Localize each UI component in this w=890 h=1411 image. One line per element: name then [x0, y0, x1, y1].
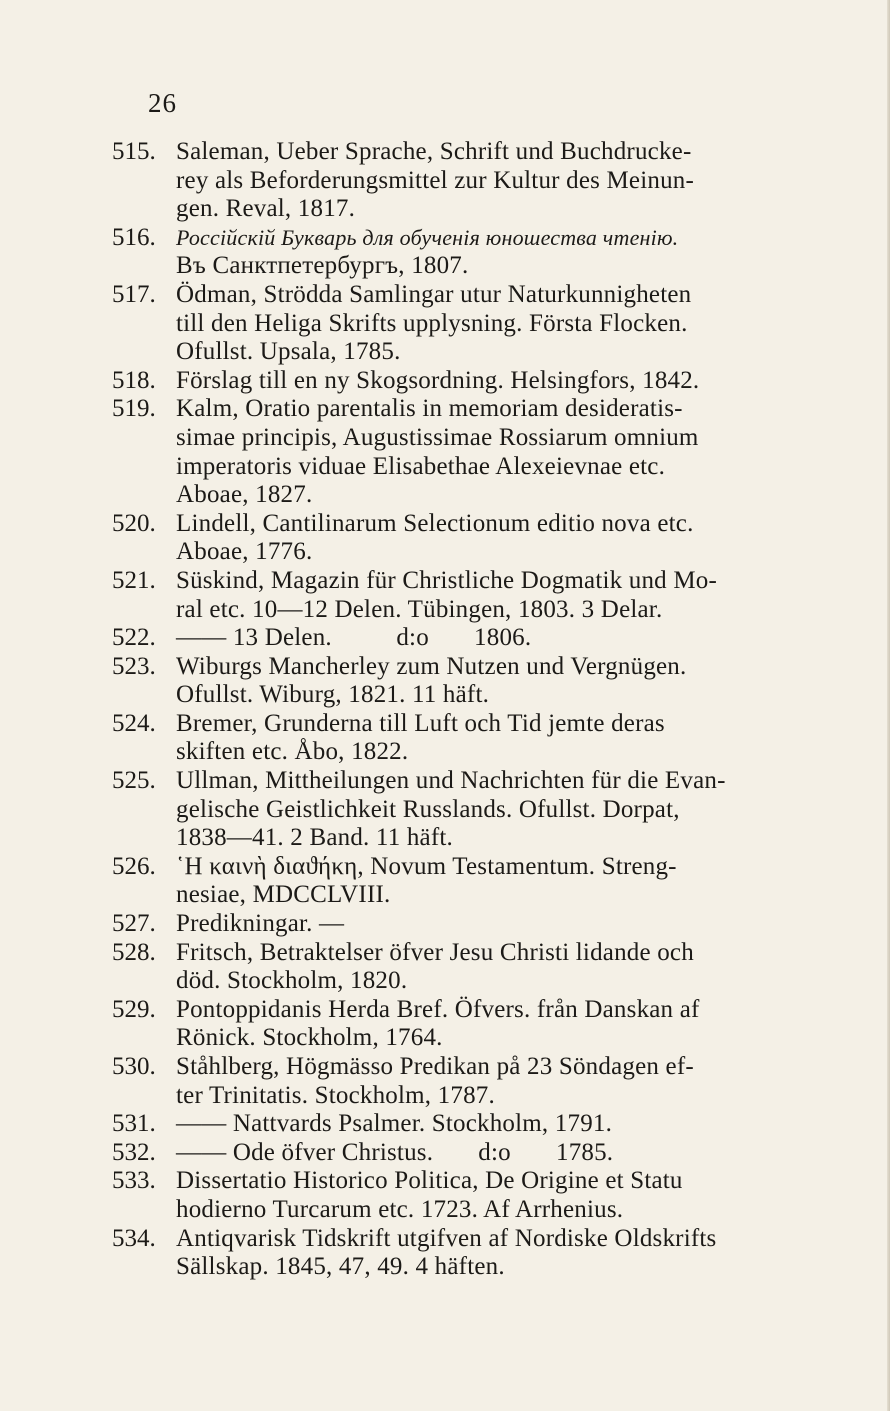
entry-line: Bremer, Grunderna till Luft och Tid jemte deras — [176, 709, 665, 737]
entry-line: simae principis, Augustissimae Rossiarum omnium — [176, 423, 699, 451]
entry-line: Россiйскiй Букварь для обученiя юношества чтенiю. — [176, 224, 679, 250]
entry-line: ter Trinitatis. Stockholm, 1787. — [176, 1081, 495, 1109]
entry-line: Ofullst. Wiburg, 1821. 11 häft. — [176, 681, 490, 709]
catalogue-entry — [112, 224, 802, 281]
catalogue-entry — [112, 939, 802, 996]
catalogue-entry — [112, 767, 802, 853]
catalogue-entries — [112, 138, 802, 1282]
catalogue-entry — [112, 710, 802, 767]
catalogue-entry — [112, 281, 802, 367]
entry-line: ῾Η καινὴ διαϑήκη, Novum Testamentum. Streng- — [176, 852, 677, 880]
catalogue-entry — [112, 1053, 802, 1110]
entry-line: död. Stockholm, 1820. — [176, 967, 408, 995]
catalogue-entry — [112, 138, 802, 224]
entry-text — [176, 767, 802, 853]
entry-text — [176, 1225, 802, 1282]
entry-text — [176, 510, 802, 567]
entry-number: 518. — [112, 366, 156, 394]
entry-line: Ofullst. Upsala, 1785. — [176, 338, 401, 366]
entry-text — [176, 1139, 802, 1168]
entry-number: 526. — [112, 852, 156, 880]
entry-line: Kalm, Oratio parentalis in memoriam desideratis- — [176, 395, 683, 423]
catalogue-entry — [112, 1225, 802, 1282]
entry-line: Predikningar. — — [176, 910, 345, 938]
entry-line: Ödman, Strödda Samlingar utur Naturkunnigheten — [176, 280, 692, 308]
entry-text — [176, 1167, 802, 1224]
entry-line: Ståhlberg, Högmässo Predikan på 23 Söndagen ef- — [176, 1053, 694, 1080]
entry-number: 522. — [112, 624, 156, 652]
entry-number: 521. — [112, 566, 156, 594]
entry-line: hodierno Turcarum etc. 1723. Af Arrhenius. — [176, 1195, 624, 1223]
catalogue-entry — [112, 1167, 802, 1224]
entry-number: 528. — [112, 938, 156, 966]
entry-number: 534. — [112, 1224, 156, 1252]
catalogue-entry — [112, 653, 802, 710]
catalogue-entry — [112, 910, 802, 939]
catalogue-entry — [112, 1110, 802, 1139]
catalogue-entry — [112, 853, 802, 910]
entry-line: Wiburgs Mancherley zum Nutzen und Vergnügen. — [176, 652, 687, 680]
entry-line: gelische Geistlichkeit Russlands. Ofullst. Dorpat, — [176, 795, 680, 823]
entry-number: 519. — [112, 395, 156, 423]
entry-line: Fritsch, Betraktelser öfver Jesu Christi lidande och — [176, 938, 694, 966]
catalogue-entry — [112, 624, 802, 653]
entry-number: 523. — [112, 652, 156, 680]
entry-line: —— Ode öfver Christus. d:o 1785. — [176, 1138, 614, 1166]
entry-text — [176, 367, 802, 396]
entry-text — [176, 939, 802, 996]
catalogue-entry — [112, 567, 802, 624]
entry-line: Saleman, Ueber Sprache, Schrift und Buchdrucke- — [176, 138, 692, 165]
catalogue-entry — [112, 996, 802, 1053]
entry-text — [176, 1053, 802, 1110]
entry-line: Förslag till en ny Skogsordning. Helsingfors, 1842. — [176, 366, 700, 394]
entry-line: till den Heliga Skrifts upplysning. Första Flocken. — [176, 309, 688, 337]
catalogue-entry — [112, 367, 802, 396]
entry-line: Rönick. Stockholm, 1764. — [176, 1024, 443, 1052]
entry-line: ral etc. 10—12 Delen. Tübingen, 1803. 3 Delar. — [176, 595, 663, 623]
entry-number: 532. — [112, 1138, 156, 1166]
catalogue-entry — [112, 510, 802, 567]
entry-line: nesiae, MDCCLVIII. — [176, 881, 391, 909]
entry-text — [176, 224, 802, 281]
entry-line: Aboae, 1827. — [176, 481, 313, 509]
entry-number: 531. — [112, 1110, 156, 1138]
catalogue-entry — [112, 395, 802, 509]
entry-line: Dissertatio Historico Politica, De Origine et Statu — [176, 1167, 683, 1195]
entry-number: 529. — [112, 995, 156, 1023]
entry-number: 533. — [112, 1167, 156, 1195]
catalogue-entry — [112, 1139, 802, 1168]
entry-line: Antiqvarisk Tidskrift utgifven af Nordiske Oldskrifts — [176, 1224, 717, 1252]
entry-text — [176, 281, 802, 367]
entry-line: imperatoris viduae Elisabethae Alexeievnae etc. — [176, 452, 666, 480]
entry-number: 527. — [112, 910, 156, 938]
entry-text — [176, 138, 802, 224]
entry-number: 530. — [112, 1053, 156, 1080]
entry-line: Sällskap. 1845, 47, 49. 4 häften. — [176, 1253, 505, 1281]
entry-line: rey als Beforderungsmittel zur Kultur des Meinun- — [176, 166, 695, 194]
entry-line: —— Nattvards Psalmer. Stockholm, 1791. — [176, 1110, 613, 1138]
entry-number: 516. — [112, 223, 156, 251]
entry-text — [176, 710, 802, 767]
entry-text — [176, 853, 802, 910]
entry-number: 520. — [112, 509, 156, 537]
entry-line: Ullman, Mittheilungen und Nachrichten für die Evan- — [176, 767, 726, 795]
entry-line: skiften etc. Åbo, 1822. — [176, 738, 409, 766]
entry-number: 515. — [112, 138, 156, 165]
entry-text — [176, 567, 802, 624]
entry-text — [176, 1110, 802, 1139]
entry-line: Pontoppidanis Herda Bref. Öfvers. från Danskan af — [176, 995, 700, 1023]
entry-text — [176, 996, 802, 1053]
entry-line: Въ Санктпетербургъ, 1807. — [176, 252, 469, 280]
entry-number: 517. — [112, 280, 156, 308]
entry-number: 524. — [112, 709, 156, 737]
entry-line: gen. Reval, 1817. — [176, 195, 356, 223]
entry-number: 525. — [112, 767, 156, 795]
entry-line: —— 13 Delen. d:o 1806. — [176, 624, 532, 652]
entry-text — [176, 910, 802, 939]
entry-line: 1838—41. 2 Band. 11 häft. — [176, 824, 453, 852]
entry-line: Aboae, 1776. — [176, 538, 313, 566]
entry-line: Süskind, Magazin für Christliche Dogmatik und Mo- — [176, 566, 717, 594]
entry-line: Lindell, Cantilinarum Selectionum editio nova etc. — [176, 509, 694, 537]
page-number: 26 — [148, 88, 177, 118]
entry-text — [176, 624, 802, 653]
entry-text — [176, 395, 802, 509]
entry-text — [176, 653, 802, 710]
